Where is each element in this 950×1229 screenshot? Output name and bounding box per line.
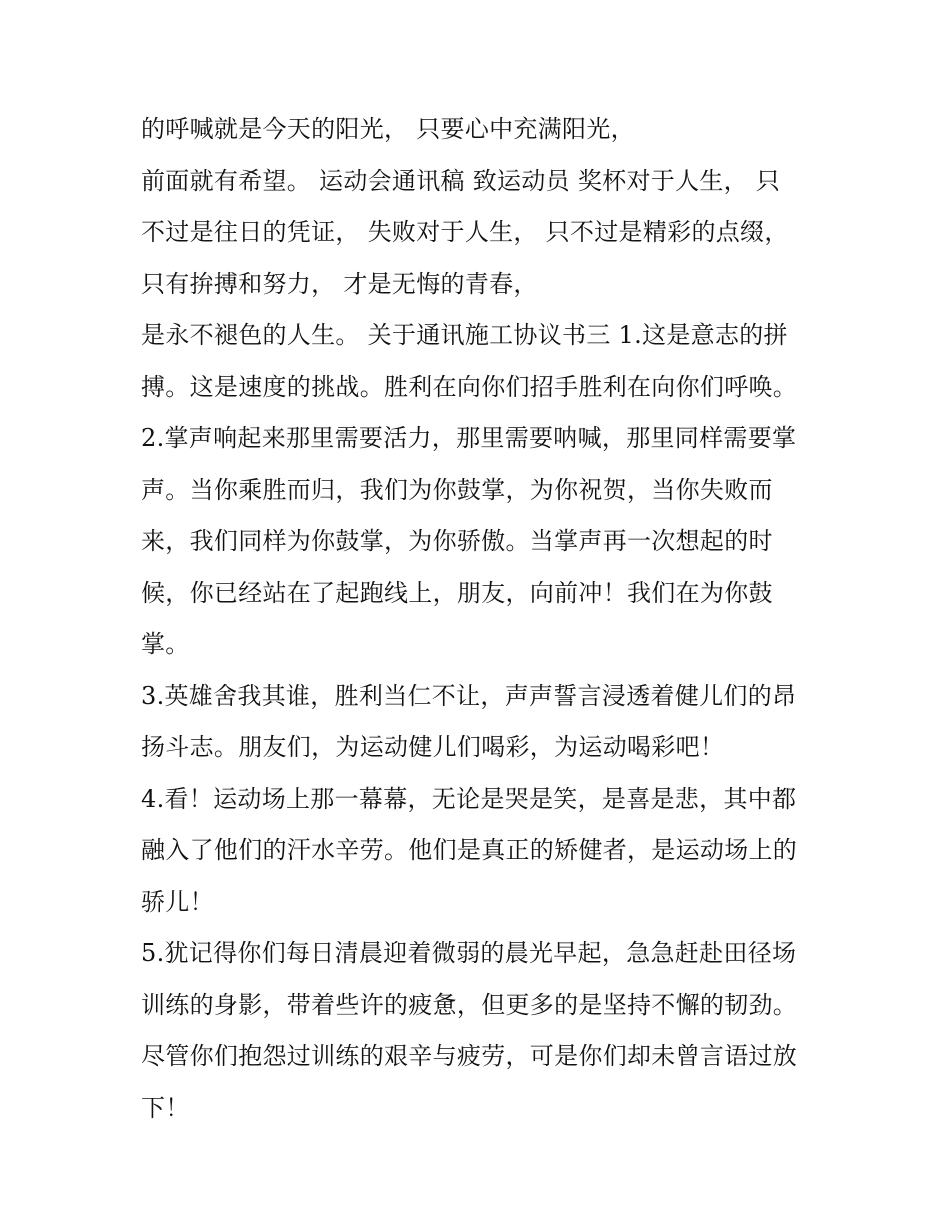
text-line: 扬斗志。朋友们，为运动健儿们喝彩，为运动喝彩吧！ bbox=[141, 733, 725, 761]
text-line: 候，你已经站在了起跑线上，朋友，向前冲！我们在为你鼓 bbox=[141, 578, 773, 607]
text-line: 的呼喊就是今天的阳光， 只要心中充满阳光， bbox=[141, 115, 635, 143]
text-line: 来，我们同样为你鼓掌，为你骄傲。当掌声再一次想起的时 bbox=[141, 527, 773, 555]
text-line: 声。当你乘胜而归，我们为你鼓掌，为你祝贺，当你失败而 bbox=[141, 475, 773, 504]
document-body bbox=[141, 104, 831, 1134]
text-line: 2.掌声响起来那里需要活力，那里需要呐喊，那里同样需要掌 bbox=[141, 424, 797, 452]
text-line: 融入了他们的汗水辛劳。他们是真正的矫健者，是运动场上的 bbox=[141, 836, 798, 864]
text-line: 是永不褪色的人生。 关于通讯施工协议书三 1.这是意志的拼 bbox=[141, 321, 788, 349]
text-line: 不过是往日的凭证， 失败对于人生， 只不过是精彩的点缀， bbox=[141, 218, 789, 246]
text-line: 训练的身影，带着些许的疲惫，但更多的是坚持不懈的韧劲。 bbox=[141, 990, 798, 1019]
text-line: 5.犹记得你们每日清晨迎着微弱的晨光早起，急急赶赴田径场 bbox=[141, 939, 797, 967]
text-line: 下！ bbox=[141, 1093, 190, 1122]
text-line: 掌。 bbox=[141, 630, 190, 658]
text-line: 搏。这是速度的挑战。胜利在向你们招手胜利在向你们呼唤。 bbox=[141, 372, 798, 401]
text-line: 骄儿！ bbox=[141, 887, 214, 916]
text-line: 前面就有希望。 运动会通讯稿 致运动员 奖杯对于人生， 只 bbox=[141, 166, 781, 195]
text-line: 尽管你们抱怨过训练的艰辛与疲劳，可是你们却未曾言语过放 bbox=[141, 1042, 798, 1070]
text-line: 只有拚搏和努力， 才是无悔的青春， bbox=[141, 269, 538, 298]
text-line: 4.看！运动场上那一幕幕，无论是哭是笑，是喜是悲，其中都 bbox=[141, 784, 797, 813]
text-line: 3.英雄舍我其谁，胜利当仁不让，声声誓言浸透着健儿们的昂 bbox=[141, 681, 797, 710]
